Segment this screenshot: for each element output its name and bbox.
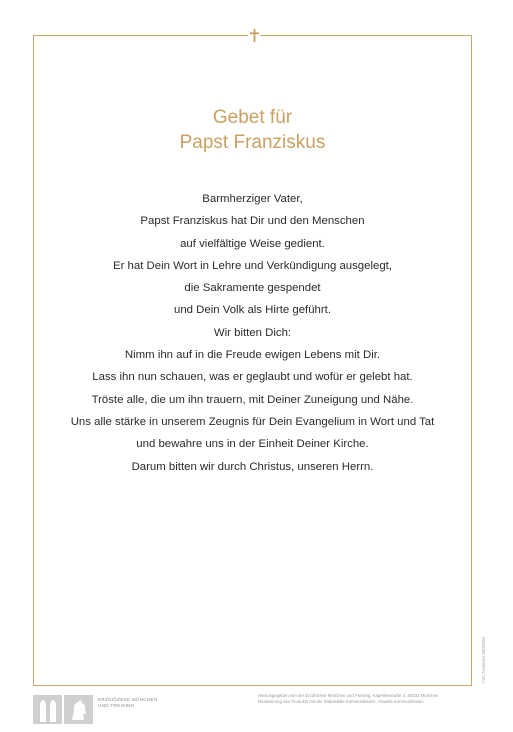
prayer-line: Uns alle stärke in unserem Zeugnis für Dein Evangelium in Wort und Tat [70,415,435,428]
diocese-line-1: ERZDIÖZESE MÜNCHEN [98,697,158,702]
prayer-text [40,188,465,478]
side-code [479,603,487,683]
prayer-line: und bewahre uns in der Einheit Deiner Kirche. [136,438,369,451]
imprint-line-2: Realisierung des Produkts mit der Stabsstelle Kommunikation, Visuelle Kommunikation [258,699,424,704]
page-title [33,105,472,155]
prayer-line: und Dein Volk als Hirte geführt. [173,304,332,317]
prayer-line: Nimm ihn auf in die Freude ewigen Lebens mit Dir. [124,349,381,362]
prayer-line: Barmherziger Vater, [202,193,303,205]
prayer-line: auf vielfältige Weise gedient. [180,237,325,250]
prayer-line: Er hat Dein Wort in Lehre und Verkündigung ausgelegt, [112,259,393,272]
prayer-line: Tröste alle, die um ihn trauern, mit Deiner Zuneigung und Nähe. [91,393,414,406]
cathedral-towers-icon [33,695,62,724]
moor-head-icon [64,695,93,724]
prayer-line: die Sakramente gespendet [184,282,321,295]
prayer-line: Darum bitten wir durch Christus, unseren Herrn. [131,460,374,473]
diocese-name [98,697,158,709]
imprint [258,693,476,705]
prayer-line: Lass ihn nun schauen, was er geglaubt und wofür er gelebt hat. [92,371,413,384]
diocese-line-2: UND FREISING [98,703,135,708]
title-line-2: Papst Franziskus [179,132,326,153]
diocese-logo [33,695,93,724]
cross-icon [248,27,260,43]
imprint-line-1: Herausgegeben von der Erzdiözese München und Freising, Kapellenstraße 4, 80333 München [258,693,439,698]
title-line-1: Gebet für [212,107,293,128]
prayer-line: Wir bitten Dich: [213,326,292,339]
side-code-text: LVO Nummer 0000000 [481,637,486,683]
prayer-line: Papst Franziskus hat Dir und den Menschen [140,215,365,228]
